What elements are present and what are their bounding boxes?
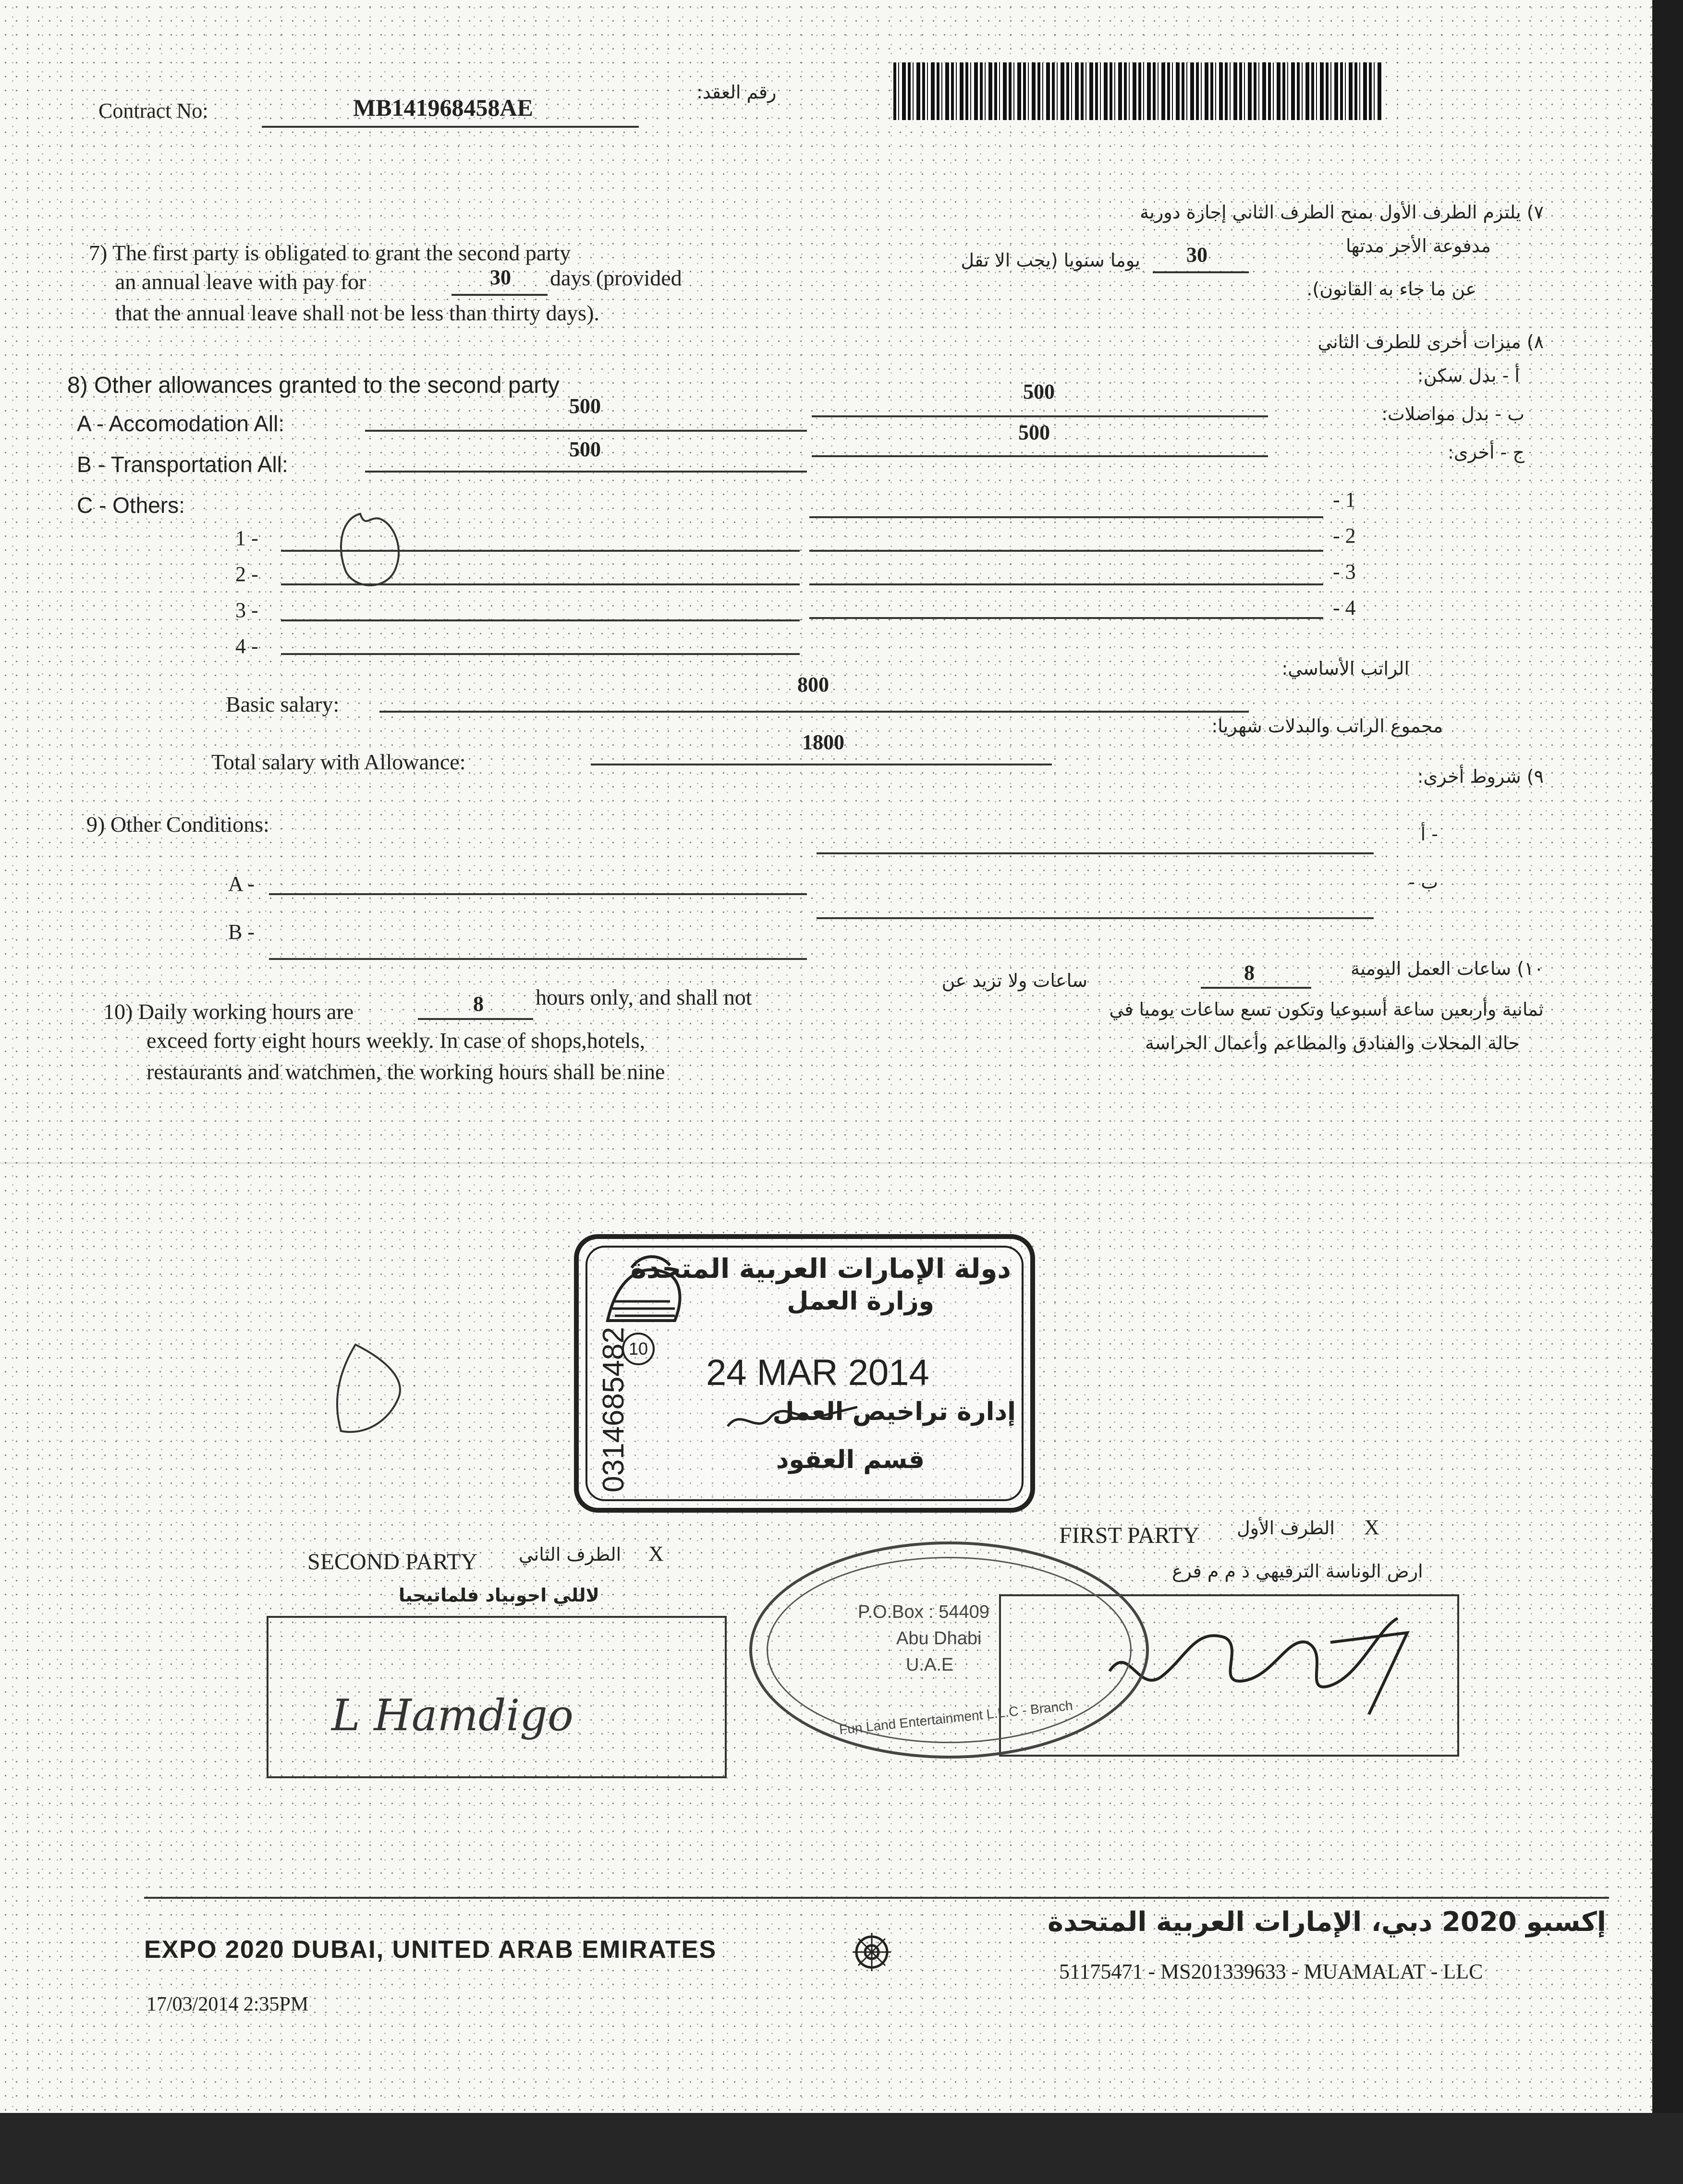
clause10-line1a: 10) Daily working hours are [103, 999, 354, 1024]
second-party-label: SECOND PARTY [307, 1549, 478, 1575]
clause7-days-value: 30 [490, 266, 511, 289]
clause10-hours-value-ar: 8 [1244, 961, 1255, 984]
accommodation-label: A - Accomodation All: [77, 411, 285, 436]
accommodation-line [365, 430, 807, 432]
clause9-ar-title: ٩) شروط أخرى: [1417, 766, 1544, 787]
first-party-name-ar: ارض الوناسة الترفيهي ذ م م فرع [1172, 1561, 1423, 1582]
clause8-ar-b: ب - بدل مواصلات: [1381, 403, 1524, 425]
others-num-4: 4 - [235, 634, 258, 658]
clause7-line1: 7) The first party is obligated to grant the second party [89, 241, 571, 265]
transportation-value-ar: 500 [1018, 421, 1050, 444]
seal-city: Abu Dhabi [896, 1628, 982, 1649]
others-line-3 [281, 619, 800, 621]
clause7-days-line [451, 294, 548, 296]
others-line-2-ar [809, 550, 1323, 552]
others-num-3: 3 - [235, 598, 258, 622]
expo-banner-en: EXPO 2020 DUBAI, UNITED ARAB EMIRATES [144, 1936, 717, 1964]
stamp-ar-title1: دولة الإمارات العربية المتحدة [630, 1253, 1011, 1285]
footer-rule [144, 1897, 1609, 1899]
others-num-1: 1 - [235, 526, 258, 550]
clause9-a: A - [228, 872, 255, 896]
total-salary-value: 1800 [802, 730, 844, 754]
basic-salary-label: Basic salary: [226, 692, 340, 716]
clause10-hours-line-ar [1201, 987, 1311, 989]
clause9-title: 9) Other Conditions: [86, 812, 269, 837]
barcode [893, 62, 1383, 120]
contract-number-label-ar: رقم العقد: [696, 82, 777, 103]
clause8-ar-c: ج - أخرى: [1448, 442, 1524, 463]
first-party-label-ar: الطرف الأول [1237, 1517, 1335, 1539]
clause7-line2b: days (provided [550, 266, 682, 290]
others-num-ar-3: - 3 [1333, 560, 1356, 583]
clause7-ar-line3: عن ما جاء به القانون). [1306, 279, 1476, 300]
total-salary-line [591, 764, 1052, 765]
transportation-label: B - Transportation All: [77, 452, 288, 477]
clause9-b: B - [228, 920, 255, 944]
accommodation-value: 500 [569, 394, 601, 418]
clause7-days-line-ar [1153, 271, 1249, 273]
clause10-line1b: hours only, and shall not [536, 985, 752, 1009]
total-salary-label-ar: مجموع الراتب والبدلات شهريا: [1211, 716, 1443, 737]
clause10-line3: restaurants and watchmen, the working hours shall be nine [146, 1059, 665, 1084]
others-label: C - Others: [77, 493, 185, 518]
clause7-ar-line2a: مدفوعة الأجر مدتها [1346, 235, 1491, 256]
accommodation-line-ar [812, 415, 1268, 417]
second-party-label-ar: الطرف الثاني [519, 1544, 622, 1565]
clause7-days-value-ar: 30 [1186, 243, 1207, 267]
others-num-ar-2: - 2 [1333, 524, 1356, 547]
clause8-ar-a: أ - بدل سكن: [1417, 365, 1520, 386]
others-line-1-ar [809, 516, 1323, 518]
scan-edge-right [1652, 0, 1683, 2184]
basic-salary-value: 800 [797, 673, 829, 696]
second-party-mark: X [648, 1542, 664, 1565]
second-party-signature: L Hamdigo [331, 1690, 574, 1741]
clause9-b-line [269, 958, 807, 960]
clause10-ar-line1b: ساعات ولا تزيد عن [941, 970, 1087, 991]
clause8-ar-title: ٨) ميزات أخرى للطرف الثاني [1317, 331, 1544, 352]
expo-banner-ar: إكسبو 2020 دبي، الإمارات العربية المتحدة [1048, 1906, 1606, 1938]
stamp-side-number: 0314685482 [597, 1327, 630, 1492]
others-line-3-ar [809, 583, 1323, 585]
clause10-ar-line1a: ١٠) ساعات العمل اليومية [1351, 958, 1544, 979]
seal-country: U.A.E [906, 1655, 954, 1675]
clause7-line2a: an annual leave with pay for [115, 269, 366, 294]
footer-reference: 51175471 - MS201339633 - MUAMALAT - LLC [1059, 1960, 1483, 1983]
clause9-a-line [269, 893, 807, 895]
clause10-ar-line2: ثمانية وأربعين ساعة أسبوعيا وتكون تسع ساعات يوميا في [1109, 999, 1544, 1020]
scan-edge-bottom [0, 2113, 1683, 2184]
others-scribble [331, 509, 408, 595]
margin-scribble [327, 1340, 413, 1441]
stamp-ar-title2: وزارة العمل [787, 1287, 934, 1316]
accommodation-value-ar: 500 [1023, 380, 1055, 403]
company-seal [749, 1541, 1149, 1759]
clause10-ar-line3: حالة المحلات والفنادق والمطاعم وأعمال الحراسة [1145, 1032, 1520, 1054]
clause10-hours-line [418, 1018, 533, 1020]
clause8-title: 8) Other allowances granted to the second party [67, 373, 560, 398]
stamp-ar-section: قسم العقود [776, 1445, 925, 1474]
clause7-ar-line2b: يوما سنويا (يجب الا تقل [961, 250, 1140, 271]
contract-number-label: Contract No: [98, 99, 208, 122]
second-party-name-ar: لاللي اجوبياد فلماتيجيا [399, 1585, 599, 1606]
seal-pobox: P.O.Box : 54409 [858, 1602, 989, 1622]
basic-salary-label-ar: الراتب الأساسي: [1281, 658, 1409, 679]
clause7-line3: that the annual leave shall not be less than thirty days). [115, 301, 599, 325]
clause9-b-line-ar [817, 917, 1374, 919]
footer-timestamp: 17/03/2014 2:35PM [146, 1993, 309, 2015]
clause9-ar-a: - أ [1420, 824, 1438, 845]
stamp-number-badge: 10 [622, 1333, 655, 1365]
others-line-4 [281, 653, 800, 655]
transportation-value: 500 [569, 437, 601, 461]
transportation-line [365, 471, 807, 473]
stamp-date: 24 MAR 2014 [706, 1352, 929, 1393]
contract-number-line [262, 126, 639, 128]
total-salary-label: Total salary with Allowance: [211, 750, 466, 774]
others-num-ar-1: - 1 [1333, 488, 1356, 511]
basic-salary-line [379, 711, 1249, 713]
others-num-ar-4: - 4 [1333, 596, 1356, 619]
clause10-line2: exceed forty eight hours weekly. In case of shops,hotels, [146, 1028, 646, 1053]
others-line-4-ar [809, 617, 1323, 619]
expo-logo-icon [850, 1930, 893, 1974]
ministry-stamp [574, 1234, 1035, 1513]
stamp-ar-dept: إدارة تراخيص العمل [772, 1397, 1016, 1426]
first-party-label: FIRST PARTY [1059, 1523, 1199, 1548]
others-num-2: 2 - [235, 562, 258, 586]
stamp-initials [723, 1397, 867, 1441]
seal-ring-text: Fun Land Entertainment L.L.C - Branch [838, 1698, 1073, 1737]
clause7-ar-line1: ٧) يلتزم الطرف الأول بمنح الطرف الثاني إجازة دورية [1140, 202, 1544, 223]
clause10-hours-value: 8 [473, 992, 484, 1016]
clause9-ar-b: ب - [1408, 872, 1438, 893]
paper-fold [0, 1162, 1652, 1164]
contract-number-value: MB141968458AE [353, 94, 533, 121]
clause9-a-line-ar [817, 852, 1374, 854]
first-party-mark: X [1364, 1516, 1379, 1539]
transportation-line-ar [812, 455, 1268, 457]
